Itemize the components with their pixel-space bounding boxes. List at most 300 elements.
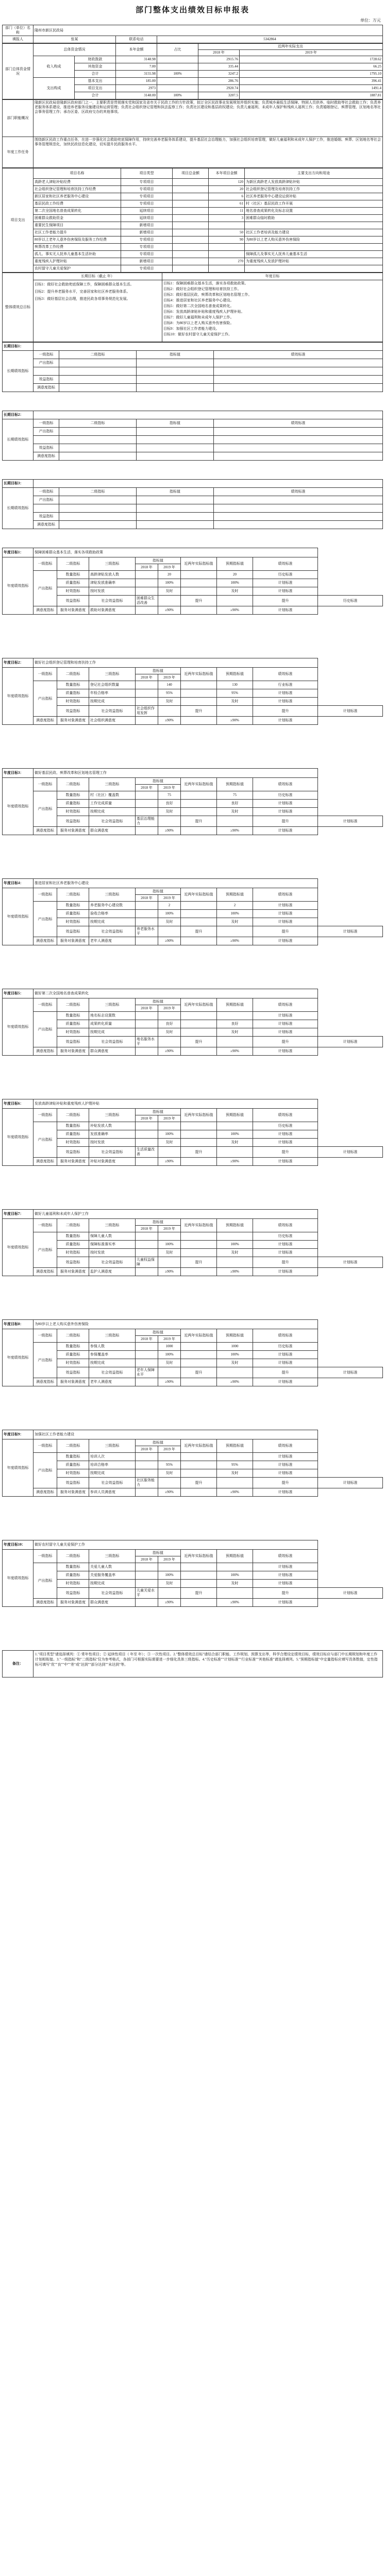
indicator-past [217, 1478, 253, 1488]
indicator-row [3, 1047, 383, 1056]
indicator-row [3, 1351, 383, 1359]
budget-header-total: 总体资金情况 [34, 44, 116, 56]
indicator-2019: 100% [158, 579, 181, 587]
indicator-2019: 2 [158, 902, 181, 910]
indicator-level3: 按期完成 [89, 1028, 136, 1037]
annual-goal-label: 年度目标10： [3, 1540, 34, 1550]
indicator-level3: 老年人保障水平 [136, 1367, 158, 1378]
indicator-2018 [136, 1469, 158, 1478]
indicator-2019: 良好 [158, 1020, 181, 1028]
indicator-expected: 100% [217, 1571, 253, 1580]
projects-header-1: 项目类型 [121, 168, 173, 179]
indicator-expected: 及时 [217, 1028, 253, 1037]
indicator-standard: 计划标准 [318, 1037, 383, 1047]
indicator-expected: 130 [217, 681, 253, 689]
indicator-2019: 140 [158, 681, 181, 689]
budget-row-name: 合计 [75, 92, 116, 99]
hdr-2019: 2019 年 [158, 674, 181, 681]
long-ind-level2 [59, 428, 137, 436]
indicator-row [3, 791, 383, 800]
indicator-level3: 地名服务水平 [136, 1037, 158, 1047]
indicator-standard: 计划标准 [253, 606, 318, 615]
annual-perf-label: 年度绩效指标 [3, 1109, 34, 1166]
section-gap [2, 1056, 383, 1099]
indicator-level2: 数量指标 [57, 1563, 89, 1571]
budget-row-y2: 1887.81 [240, 92, 383, 99]
indicator-level2: 质量指标 [57, 910, 89, 918]
indicator-expected: 及时 [217, 698, 253, 706]
indicator-level3: 培训合格率 [89, 1461, 136, 1469]
indicator-level3: 群众满意度 [89, 827, 136, 835]
hdr-2018: 2018 年 [136, 1556, 158, 1563]
long-ind-level2 [59, 521, 137, 529]
indicator-level3: 养老服务中心建设数 [89, 902, 136, 910]
contact-value: 张某 [34, 36, 116, 43]
cat-effect: 效益指标 [57, 706, 89, 717]
hdr-value: 指标值 [136, 1219, 181, 1226]
project-total [173, 265, 209, 273]
section-gap [2, 835, 383, 878]
hdr-expect: 预期指标值 [217, 668, 253, 681]
indicator-2019: ≥90% [158, 1378, 181, 1386]
indicator-2019 [158, 1012, 181, 1020]
long-ind-standard [214, 513, 383, 521]
indicator-2019: 及时 [158, 1469, 181, 1478]
indicator-expected: 提升 [253, 596, 318, 606]
indicator-level2: 数量指标 [57, 1453, 89, 1461]
long-ind-level2 [59, 452, 137, 461]
hdr-second: 二级指标 [57, 1550, 89, 1563]
hdr-value: 指标值 [136, 778, 181, 785]
long-goal-text [34, 343, 383, 351]
overall-label: 整体绩效总目标 [3, 273, 34, 342]
remarks-label: 备注： [3, 1651, 34, 1677]
project-total [173, 236, 209, 244]
indicator-past [217, 1147, 253, 1158]
indicator-level3: 按期完成 [89, 698, 136, 706]
indicator-past [217, 926, 253, 937]
indicator-2019: 良好 [158, 800, 181, 808]
budget-row-amount: 2973 [116, 85, 157, 92]
section-gap [2, 615, 383, 658]
indicator-expected: 提升 [253, 1588, 318, 1599]
indicator-level2: 数量指标 [57, 1343, 89, 1351]
indicator-standard: 计划标准 [253, 1563, 318, 1571]
hdr-2018: 2018 年 [136, 674, 158, 681]
project-use: 社会组织登记管理及培育扶持工作 [245, 186, 383, 193]
project-name: 高龄老人津贴补贴经费 [34, 179, 121, 186]
hdr-expect: 预期指标值 [217, 557, 253, 571]
indicator-level3: 按时发放 [89, 587, 136, 596]
indicator-2019: 20 [158, 571, 181, 579]
projects-header-3: 本年项目金额 [209, 168, 245, 179]
annual-perf-label: 年度绩效指标 [3, 888, 34, 945]
hdr-third: 三级指标 [89, 1109, 136, 1122]
hdr-expect: 预期指标值 [217, 888, 253, 902]
indicator-level2: 服务对象满意度 [57, 606, 89, 615]
cat-satis: 满意度指标 [34, 827, 57, 835]
hdr-std: 绩效标准 [253, 1329, 318, 1343]
budget-row-y1: 3207.5 [198, 92, 240, 99]
cat-output: 产出指标 [34, 1122, 57, 1158]
overall-year-header: 年度目标 [162, 273, 383, 280]
indicator-level3: 补贴发放人数 [89, 1122, 136, 1130]
hdr-std: 绩效标准 [253, 888, 318, 902]
indicator-expected [217, 1453, 253, 1461]
indicator-level3: 保障标准落实率 [89, 1241, 136, 1249]
indicator-2019: 100% [158, 1241, 181, 1249]
section-gap [2, 725, 383, 768]
project-year-amount: 20 [209, 186, 245, 193]
indicator-row [3, 579, 383, 587]
budget-row-y2: 396.41 [240, 78, 383, 85]
indicator-2019: 提升 [181, 596, 217, 606]
indicator-2018 [136, 1461, 158, 1469]
hdr-value: 指标值 [136, 1550, 181, 1556]
indicator-expected: ≥90% [217, 1158, 253, 1166]
cat-output: 产出指标 [34, 902, 57, 937]
projects-table [2, 168, 383, 273]
long-ind-value [137, 521, 214, 529]
budget-row-name: 合计 [75, 71, 116, 78]
indicator-level3: 救助对象满意度 [89, 606, 136, 615]
hdr-third: 三级指标 [89, 1439, 136, 1453]
cat-output: 产出指标 [34, 1563, 57, 1599]
indicator-past [181, 1563, 217, 1571]
indicator-expected: 及时 [217, 1139, 253, 1147]
indicator-standard: 计划标准 [253, 1461, 318, 1469]
annual-goal-text: 发放高龄津贴补贴和重度残疾人护理补贴 [34, 1099, 318, 1109]
hdr-first: 一级指标 [34, 557, 57, 571]
indicator-level3: 养老服务水平 [136, 926, 158, 937]
indicator-standard: 计划标准 [318, 926, 383, 937]
indicator-2019: ≥90% [158, 1599, 181, 1607]
project-year-amount: 90 [209, 236, 245, 244]
indicator-past [181, 791, 217, 800]
indicator-2019: 95% [158, 689, 181, 698]
project-name: 社区工作者能力提升 [34, 229, 121, 236]
long-ind-value [137, 428, 214, 436]
long-ind-standard [214, 367, 383, 376]
cat-satis: 满意度指标 [34, 1488, 57, 1497]
indicator-standard: 计划标准 [253, 937, 318, 945]
long-goal-table [2, 479, 383, 529]
phone-value: 5342864 [157, 36, 383, 43]
long-ind-level2 [59, 444, 137, 452]
indicator-standard: 计划标准 [253, 1268, 318, 1276]
indicator-2018 [136, 1020, 158, 1028]
work-label: 年度工作任务 [3, 137, 34, 168]
indicator-row [3, 717, 383, 725]
hdr-third: 三级指标 [89, 668, 136, 681]
budget-row-amount: 7.00 [116, 63, 157, 71]
indicator-past [181, 800, 217, 808]
indicator-expected: ≥90% [217, 717, 253, 725]
indicator-row [3, 926, 383, 937]
project-year-amount [209, 222, 245, 229]
cat-satis: 满意度指标 [34, 1268, 57, 1276]
indicator-expected: ≥90% [217, 1268, 253, 1276]
long-ind-standard [214, 452, 383, 461]
budget-header-amount: 本年金额 [116, 44, 157, 56]
indicator-2018 [136, 1130, 158, 1139]
indicator-past [181, 1158, 217, 1166]
project-year-amount: 6 [209, 193, 245, 200]
project-total [173, 208, 209, 215]
projects-header-0: 项目名称 [34, 168, 121, 179]
annual-goal-text: 做好基层民政、殡葬改革和区划地名管理工作 [34, 769, 318, 778]
indicator-past [217, 816, 253, 827]
indicator-standard: 计划标准 [253, 1351, 318, 1359]
long-ind-standard [214, 504, 383, 513]
indicator-level3: 按期完成 [89, 1359, 136, 1367]
indicator-2018 [136, 808, 158, 816]
indicator-expected: 提升 [253, 1147, 318, 1158]
project-name: 新区居家和社区养老服务中心建设 [34, 193, 121, 200]
project-total [173, 244, 209, 251]
hdr-2019: 2019 年 [158, 1556, 181, 1563]
indicator-standard: 计划标准 [253, 1241, 318, 1249]
indicator-past [181, 910, 217, 918]
indicator-row [3, 800, 383, 808]
indicator-past [181, 579, 217, 587]
indicator-level2: 时效指标 [57, 808, 89, 816]
indicator-level3: 社会组织满意度 [89, 717, 136, 725]
long-ind-level2: 二级指标 [59, 419, 137, 428]
hdr-past: 近两年实际指标值 [181, 668, 217, 681]
indicator-expected: 2 [217, 902, 253, 910]
annual-goal-table [2, 1099, 383, 1166]
indicator-row [3, 606, 383, 615]
project-use: 地名普查成果转化及标志设置 [245, 208, 383, 215]
annual-goal-text: 做好第二次全国地名普查成果转化 [34, 989, 318, 998]
spend-label: 支出构成 [34, 78, 75, 99]
project-name: 第二次全国地名普查成果转化 [34, 208, 121, 215]
indicator-2019: ≥90% [158, 1047, 181, 1056]
project-total [173, 215, 209, 222]
indicator-2018 [136, 918, 158, 926]
indicator-level2: 质量指标 [57, 1241, 89, 1249]
indicator-2018 [136, 681, 158, 689]
indicator-expected: 100% [217, 579, 253, 587]
project-type: 专项项目 [121, 244, 173, 251]
indicator-2018 [136, 1378, 158, 1386]
indicator-2019: 1000 [158, 1343, 181, 1351]
budget-year-b: 2019 年 [240, 50, 383, 56]
project-row [3, 200, 383, 208]
indicator-level2: 时效指标 [57, 1028, 89, 1037]
long-goal-table [2, 411, 383, 461]
project-type: 专项项目 [121, 179, 173, 186]
hdr-std: 绩效标准 [253, 1439, 318, 1453]
indicator-level3: 按时发放 [89, 1249, 136, 1257]
annual-goal-text: 做好儿童福利和未成年人保护工作 [34, 1210, 318, 1219]
indicator-2019: 及时 [158, 1139, 181, 1147]
indicator-standard: 计划标准 [318, 1367, 383, 1378]
indicator-expected: ≥90% [217, 1378, 253, 1386]
annual-perf-label: 年度绩效指标 [3, 778, 34, 835]
annual-goal-label: 年度目标4： [3, 879, 34, 888]
indicator-2019: 及时 [158, 1359, 181, 1367]
indicator-expected: ≥90% [217, 1047, 253, 1056]
indicator-standard: 计划标准 [318, 1147, 383, 1158]
long-ind-level2 [59, 367, 137, 376]
long-ind-standard [214, 521, 383, 529]
annual-perf-label: 年度绩效指标 [3, 1550, 34, 1607]
long-ind-level1: 满意度指标 [34, 521, 59, 529]
section-gap [2, 1386, 383, 1430]
long-goal-text [34, 480, 383, 488]
long-ind-standard [214, 436, 383, 444]
hdr-past: 近两年实际指标值 [181, 888, 217, 902]
project-year-amount: 120 [209, 179, 245, 186]
indicator-2019: 及时 [158, 587, 181, 596]
indicator-standard: 计划标准 [253, 1047, 318, 1056]
indicator-row [3, 816, 383, 827]
indicator-2018 [136, 910, 158, 918]
indicator-expected: 及时 [217, 1580, 253, 1588]
project-use: 社区工作者培训及能力建设 [245, 229, 383, 236]
section-gap [2, 1497, 383, 1540]
long-ind-level1: 产出指标 [34, 359, 59, 367]
hdr-2019: 2019 年 [158, 1446, 181, 1453]
indicator-past [181, 1461, 217, 1469]
indicator-2019: ≥90% [158, 606, 181, 615]
indicator-level2: 服务对象满意度 [57, 937, 89, 945]
income-label: 收入构成 [34, 56, 75, 78]
long-goals-section [2, 342, 383, 548]
duties-table [2, 99, 383, 168]
indicator-2019: 提升 [181, 1367, 217, 1378]
hdr-third: 三级指标 [89, 998, 136, 1012]
indicator-row [3, 1028, 383, 1037]
indicator-2018 [136, 1158, 158, 1166]
long-ind-level1: 产出指标 [34, 428, 59, 436]
project-name: 重度残疾人护理补贴 [34, 258, 121, 265]
indicator-2018 [136, 571, 158, 579]
indicator-2018 [136, 1599, 158, 1607]
indicator-2018 [136, 1028, 158, 1037]
project-row [3, 244, 383, 251]
indicator-2018 [136, 827, 158, 835]
indicator-level3: 工作完成质量 [89, 800, 136, 808]
indicator-level2: 服务对象满意度 [57, 1378, 89, 1386]
overall-goals-table [2, 273, 383, 342]
budget-row-amount: 3148.98 [116, 56, 157, 63]
annual-goal-label: 年度目标6： [3, 1099, 34, 1109]
indicator-2019 [158, 1453, 181, 1461]
indicator-level2: 质量指标 [57, 689, 89, 698]
hdr-second: 二级指标 [57, 1109, 89, 1122]
indicator-2019: 提升 [181, 1257, 217, 1268]
project-type: 专项项目 [121, 193, 173, 200]
remarks-table [2, 1650, 383, 1677]
annual-goal-text: 加强社区工作者能力建设 [34, 1430, 318, 1439]
hdr-first: 一级指标 [34, 778, 57, 791]
indicator-level2: 数量指标 [57, 681, 89, 689]
indicator-expected: 95% [217, 1461, 253, 1469]
indicator-expected: 100% [217, 1241, 253, 1249]
hdr-past: 近两年实际指标值 [181, 1439, 217, 1453]
indicator-expected: 75 [217, 791, 253, 800]
indicator-past [181, 1028, 217, 1037]
long-goal-text [34, 411, 383, 419]
indicator-past [181, 1012, 217, 1020]
indicator-row [3, 937, 383, 945]
indicator-standard: 计划标准 [253, 910, 318, 918]
hdr-first: 一级指标 [34, 1329, 57, 1343]
indicator-level3: 按期完成 [89, 1469, 136, 1478]
project-year-amount: 270 [209, 258, 245, 265]
indicator-2019: 95% [158, 1461, 181, 1469]
indicator-past [181, 1599, 217, 1607]
indicator-level3: 关爱儿童人数 [89, 1563, 136, 1571]
hdr-first: 一级指标 [34, 1109, 57, 1122]
indicator-standard: 计划标准 [253, 1249, 318, 1257]
indicator-level3: 监护人满意度 [89, 1268, 136, 1276]
indicator-2019: ≥90% [158, 1268, 181, 1276]
indicator-level2: 服务对象满意度 [57, 1268, 89, 1276]
long-ind-level2: 二级指标 [59, 488, 137, 496]
indicator-standard: 计划标准 [253, 1028, 318, 1037]
annual-goal-table [2, 989, 383, 1056]
indicator-row [3, 587, 383, 596]
indicator-2018 [136, 1453, 158, 1461]
hdr-value: 指标值 [136, 998, 181, 1005]
indicator-2018 [158, 1037, 181, 1047]
hdr-std: 绩效标准 [253, 1550, 318, 1563]
indicator-2018 [136, 1343, 158, 1351]
indicator-2019: ≥90% [158, 937, 181, 945]
indicator-expected: ≥90% [217, 606, 253, 615]
project-use [245, 244, 383, 251]
budget-row-y1: 335.44 [198, 63, 240, 71]
hdr-second: 二级指标 [57, 557, 89, 571]
project-use [245, 222, 383, 229]
indicator-level2: 质量指标 [57, 1461, 89, 1469]
long-ind-value [137, 436, 214, 444]
long-goal-label: 长期目标3： [3, 480, 34, 488]
long-perf-label: 长期绩效指标 [3, 419, 34, 461]
long-ind-level1: 一级指标 [34, 488, 59, 496]
indicator-past [181, 1268, 217, 1276]
indicator-past [181, 1378, 217, 1386]
indicator-past [217, 596, 253, 606]
indicator-past [181, 1359, 217, 1367]
indicator-level3: 发放准确率 [89, 1130, 136, 1139]
cat-output: 产出指标 [34, 1012, 57, 1047]
project-row [3, 258, 383, 265]
overall-year-item: 目标3：做好基层民政、殡葬改革和区划地名管理工作。 [163, 293, 252, 297]
indicator-2018 [158, 816, 181, 827]
indicator-2019: 及时 [158, 1028, 181, 1037]
indicator-expected [217, 1012, 253, 1020]
annual-perf-label: 年度绩效指标 [3, 668, 34, 725]
indicator-row [3, 1378, 383, 1386]
long-ind-value: 指标值 [137, 351, 214, 359]
indicator-level2: 数量指标 [57, 571, 89, 579]
hdr-2018: 2018 年 [136, 564, 158, 571]
budget-table [2, 43, 383, 99]
budget-row-name: 其他资金 [75, 63, 116, 71]
long-goal-table [2, 342, 383, 392]
cat-effect: 效益指标 [57, 926, 89, 937]
long-ind-level1: 一级指标 [34, 419, 59, 428]
annual-goal-label: 年度目标3： [3, 769, 34, 778]
indicator-past [181, 1571, 217, 1580]
cat-effect: 效益指标 [57, 816, 89, 827]
long-ind-standard [214, 444, 383, 452]
